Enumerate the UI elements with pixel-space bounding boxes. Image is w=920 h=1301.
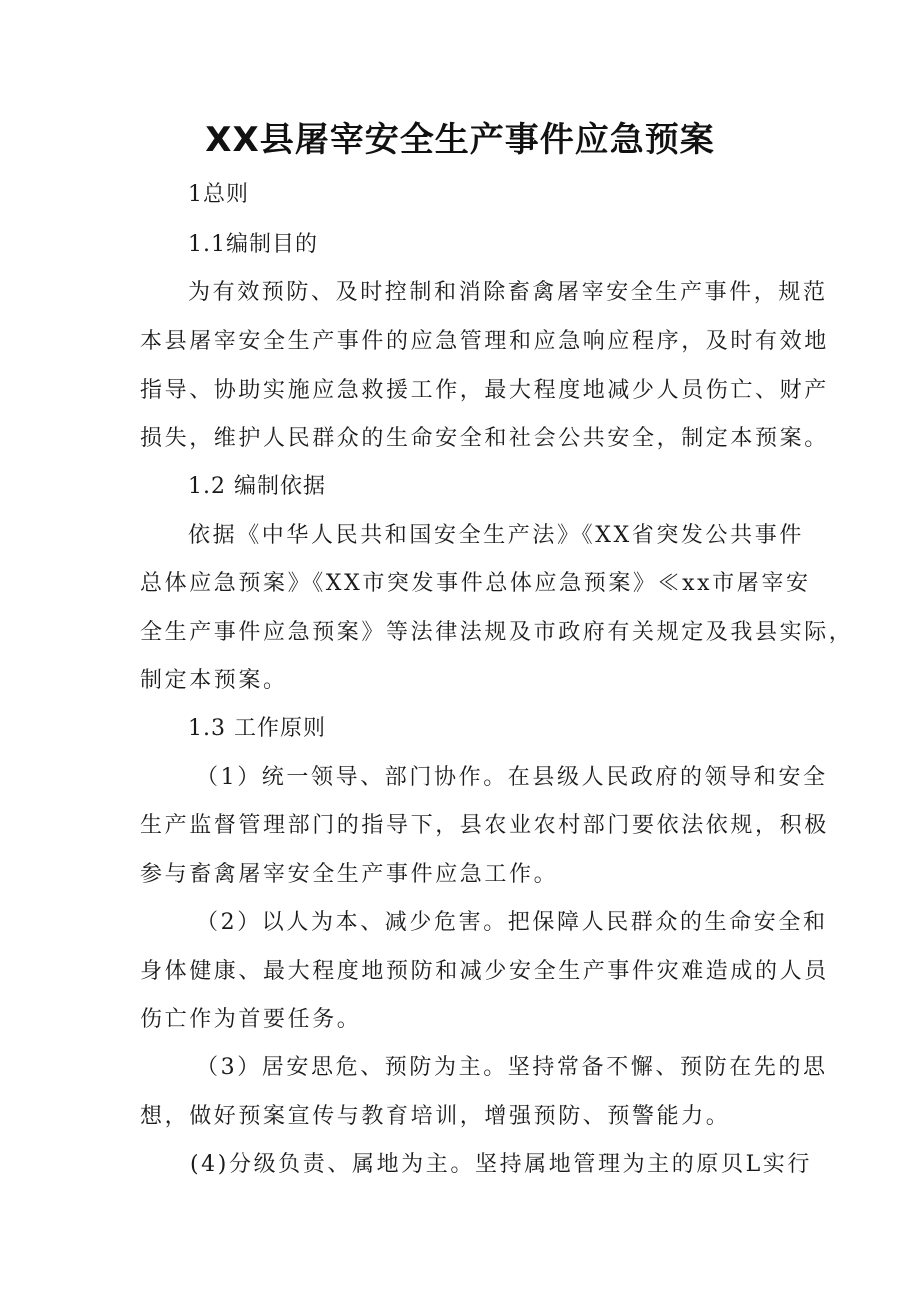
principle-4-line: (4)分级负责、属地为主。坚持属地管理为主的原贝L实行 bbox=[190, 1152, 812, 1177]
principle-3-line: 想，做好预案宣传与教育培训，增强预防、预警能力。 bbox=[140, 1104, 731, 1129]
section-heading-basis: 1.2 编制依据 bbox=[188, 474, 326, 499]
principle-1-line: 参与畜禽屠宰安全生产事件应急工作。 bbox=[140, 862, 559, 887]
section-heading-principles: 1.3 工作原则 bbox=[188, 716, 326, 741]
paragraph-purpose-line: 为有效预防、及时控制和消除畜禽屠宰安全生产事件，规范 bbox=[188, 280, 828, 305]
paragraph-purpose-line: 本县屠宰安全生产事件的应急管理和应急响应程序，及时有效地 bbox=[140, 329, 829, 354]
paragraph-basis-line: 全生产事件应急预案》等法律法规及市政府有关规定及我县实际， bbox=[140, 620, 854, 645]
document-title: XX县屠宰安全生产事件应急预案 bbox=[205, 120, 715, 160]
section-heading-purpose: 1.1编制目的 bbox=[188, 232, 318, 257]
principle-2-line: 伤亡作为首要任务。 bbox=[140, 1007, 362, 1032]
principle-1-line: （1）统一领导、部门协作。在县级人民政府的领导和安全 bbox=[196, 765, 828, 790]
paragraph-basis-line: 总体应急预案》《XX市突发事件总体应急预案》≪xx市屠宰安 bbox=[140, 571, 811, 596]
section-heading-general: 1总则 bbox=[188, 182, 249, 207]
principle-1-line: 生产监督管理部门的指导下，县农业农村部门要依法依规，积极 bbox=[140, 813, 829, 838]
paragraph-basis-line: 依据《中华人民共和国安全生产法》《XX省突发公共事件 bbox=[188, 523, 804, 548]
paragraph-basis-line: 制定本预案。 bbox=[140, 668, 288, 693]
principle-2-line: 身体健康、最大程度地预防和减少安全生产事件灾难造成的人员 bbox=[140, 959, 829, 984]
paragraph-purpose-line: 损失，维护人民群众的生命安全和社会公共安全，制定本预案。 bbox=[140, 426, 829, 451]
principle-3-line: （3）居安思危、预防为主。坚持常备不懈、预防在先的思 bbox=[196, 1055, 828, 1080]
principle-2-line: （2）以人为本、减少危害。把保障人民群众的生命安全和 bbox=[196, 910, 828, 935]
paragraph-purpose-line: 指导、协助实施应急救援工作，最大程度地减少人员伤亡、财产 bbox=[140, 378, 829, 403]
